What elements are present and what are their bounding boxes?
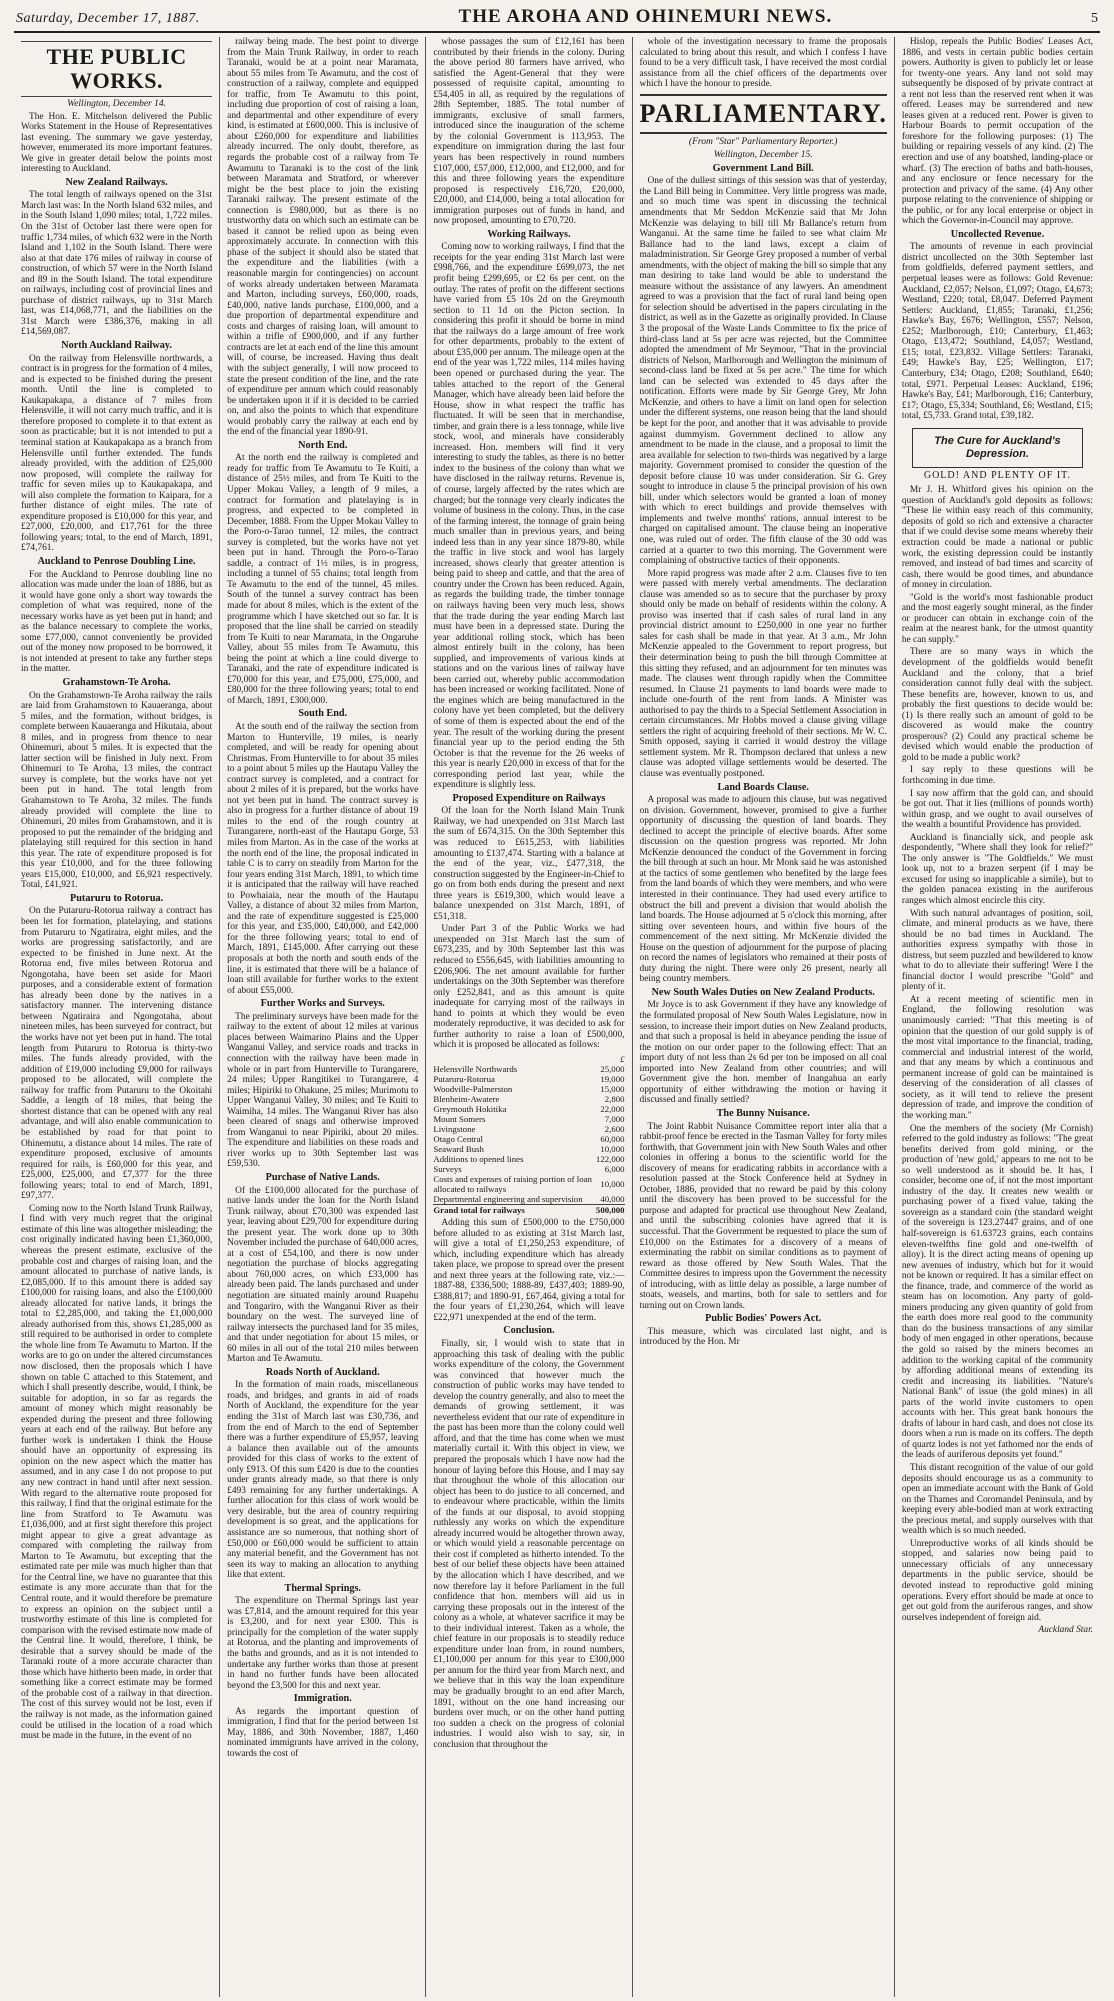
paragraph: There are so many ways in which the development of the goldfields would benefit Auckland and the colony, that a brief consideration cannot fully deal with the subject. These benefits are, however, known to us, and probably the first questions to decide would be: (1) Is there really such an amount of gold to be discovered as would make the country prosperous? (2) Could any practical scheme be devised which would enable the production of gold to be made a public work?: [901, 647, 1094, 763]
subheading: North End.: [298, 439, 348, 451]
paragraph: The Joint Rabbit Nuisance Committee report inter alia that a rabbit-proof fence be erected in the Tasman Valley for forty miles forthwith, that Government join with New South Wales and other colonies in offering a bonus to the scientific world for the discovery of means for eradicating rabbits in accordance with a resolution passed at the Stock Conference held at Sydney in October, 1886, provided that no reward be paid by this colony until the discovery has been proved to be successful for the purpose and adapted for practical use throughout New Zealand, and until the subscribing colonies have agreed that it is successful. That the Government be requested to place the sum of £10,000 on the Estimates for a discovery of a means of exterminating the rabbit on similar conditions as to payment of reward as those offered by New South Wales. That the Committee desires to impress upon the Government the necessity of introducing, with as little delay as possible, a large number of stoats, weasels, and martins, both for sale to settlers and for turning out on Crown lands.: [639, 1121, 887, 1311]
paragraph: Coming now to the North Island Trunk Railway, I find with very much regret that the original estimate of this line was altogether misleading; the cost originally indicated having been £1,360,000, whereas the present estimate, exclusive of the probable cost and charges of raising loan, and the amount allocated to purchase of native lands, is £2,085,000. If to this amount there is added say £100,000 for raising loans, and also the £100,000 already allocated for native lands, it brings the total to £2,285,000, and taking the £1,000,000 already authorised from this, shows £1,285,000 as still required to be authorised in order to complete the whole line from Te Awamutu to Marton. If the works are to go on under the altered circumstances now disclosed, then the proposals which I have shown on table C attached to this Statement, and which I shall presently describe, would, I think, be suitable for adoption, in so far as regards the amount of money which might reasonably be expended during the present and three following years at each end of the railway. But before any further work is undertaken I think the House should have an opportunity of expressing its opinion on the new aspect which the matter has assumed, and in any case I do not propose to put any new contract in hand until after next session. With regard to the alternative route proposed for this railway, I find that the original estimate for the line from Stratford to Te Awamutu was £1,036,000, and at first sight therefore this project might appear to give a great advantage as compared with completing the railway from Marton to Te Awamutu, but excepting that the estimated rate per mile was much higher than that for the Central line, we have no guarantee that this estimate is any more accurate than that for the Central route, and it would therefore be premature to express an opinion on the subject until a trustworthy estimate of this line is completed for comparison with the revised estimate now made of the Central line. It would, therefore, I think, be desirable that a survey should be made of the Taranaki route of a more accurate character than those which have hitherto been made, in order that something like a correct estimate may be formed of the probable cost of a railway in that direction. The cost of this survey would not be lost, even if the railway is not made, as the information gained could be utilised in the location of a road which must be made in the future, in the event of no: [21, 1203, 213, 1742]
allocation-row: [433, 1154, 624, 1164]
subheading: Thermal Springs.: [284, 1582, 361, 1594]
paragraph: In the formation of main roads, miscellaneous roads, and bridges, and grants in aid of roads North of Auckland, the expenditure for the year ending the 31st of March last was £30,736, and from the end of March to the end of September there was a further expenditure of £5,957, leaving a balance then available out of the amounts provided for this class of works to the extent of only £913. Of this sum £420 is due to the counties under grants already made, so that there is only £493 remaining for any further undertakings. A further allocation for this class of work would be very desirable, but the area of country requiring development is so great, and the applications for assistance are so numerous, that nothing short of £50,000 or £60,000 would be sufficient to attain any material benefit, and the Government has not seen its way to making an allocation to anything like that extent.: [227, 1380, 419, 1581]
allocation-row: [433, 1174, 624, 1194]
allocation-row: [433, 1144, 624, 1154]
article-columns: [14, 37, 1100, 1997]
paragraph: One of the dullest sittings of this session was that of yesterday, the Land Bill being in Committee. Very little progress was made, and so much time was spent in discussing the technical amendments that Mr Seddon McKenzie said that Mr John McKenzie was delaying to bill till Mr Ballance's return from Wanganui. At the same time he failed to see what claim Mr Ballance had to the land laws, except a claim of maladministration. Sir George Grey proposed a number of verbal amendments, with the object of making the bill so simple that any man desiring to take land would be able to understand the measure without the assistance of any lawyers. An amendment agreed to was a provision that the fact of rural land being open for selection should be advertised in the papers circulating in the district, as well as in the Gazette as originally provided. In Clause 3 the proposal of the Waste Lands Committee to fix the price of third-class land at 5s per acre was rejected, but the Committee adopted the amendment of Mr Seymour, "That in the provincial districts of Nelson, Marlborough and Wellington the minimum of second-class land be fixed at 5s per acre." The time for which land can be selected was extended to 45 days after the notification. Efforts were made by Sir George Grey, Mr John McKenzie, and others to have a limit on land open for selection under the different systems, one reason being that the land should be kept for the poor, and another that it was advisable to provide against dummyism. Government declined to allow any amendment to be made in the clause, and a proposal to limit the area available for selection to two-thirds was negatived by a large majority. Government promised to consider the question of the deposit before clause 10 was under consideration. Sir G. Grey sought to introduce in clause 5 the principal provision of his own bill, under which selectors would be granted a loan of money with which to erect buildings and provide themselves with implements and twelve months' rations, annual interest to be charged on capitalised amount. The clause being an inoperative one, was ruled out of order. The fifth clause of the 30 odd was carried at a quarter to two this morning. The Government were complaining of obstructive tactics of their opponents.: [639, 176, 887, 567]
subheading: North Auckland Railway.: [61, 340, 172, 352]
allocation-item: Additions to opened lines: [433, 1153, 524, 1164]
paragraph: For the Auckland to Penrose doubling line no allocation was made under the loan of 1886, but as it would have gone only a short way towards the completion of what was required, none of the necessary works have as yet been put in hand; and as the balance necessary to complete the works, some £77,000, cannot conveniently be provided out of the money now proposed to be borrowed, it is not intended at present to take any further steps in the matter.: [21, 569, 213, 675]
paragraph: This distant recognition of the value of our gold deposits should encourage us as a community to open an immediate account with the Bank of Gold on the Thames and Coromandel Peninsula, and by keeping every able-bodied man at work extracting the precious metal, and supply ourselves with that wealth which is so much needed.: [901, 1463, 1094, 1537]
public-works-dateline: Wellington, December 14.: [67, 99, 167, 109]
parliamentary-headline: PARLIAMENTARY.: [640, 94, 887, 134]
paragraph: The preliminary surveys have been made for the railway to the extent of about 12 miles at various places between Waimarino Plains and the Upper Wanganui Valley, and service roads and tracks in connection with the railway have been made in whole or in part from Hunterville to Turangarere, 24 miles; Upper Rangitikei to Turangarere, 4 miles; Hipiriki to Ohakune, 25 miles; Murimotu to Upper Wanganui Valley, 30 miles; and Te Kuiti to Waimiha, 14 miles. The Wanganui River has also been cleared of snags and otherwise improved from Wanganui to near Pipiriki, about 20 miles. The expenditure and liabilities on these roads and river works up to 30th September last was £59,530.: [227, 1011, 419, 1170]
allocation-amount: 19,000: [600, 1073, 625, 1084]
column-1: [14, 37, 220, 1997]
paragraph: Finally, sir, I would wish to state that in approaching this task of dealing with the public works expenditure of the colony, the Government was convinced that however much the construction of public works may have tended to develop the country generally, and also to meet the demands of growing settlement, it was nevertheless evident that our rate of expenditure in the past has been more than the colony could well afford, and that the time has come when we must materially curtail it. With this object in view, we prepared the proposals which I have now had the honour of laying before this House, and I may say that throughout the whole of this allocation our object has been to do justice to all concerned, and to endeavour where practicable, within the limits of the funds at our disposal, to avoid stopping ruthlessly any works on which the expenditure already incurred would be altogether thrown away, or which would yield a reasonable percentage on their cost if completed as hitherto intended. To the best of our belief these objects have been attained by the allocation which I have described, and we now therefore lay it before Parliament in the full confidence that hon. members will aid us in carrying these proposals out in the interest of the colony as a whole, at whatever sacrifice it may be to their individual interest. Taken as a whole, the chief feature in our proposals is to steadily reduce expenditure under loan from, in round numbers, £1,100,000 per annum for this year to £300,000 per annum for the third year from March next, and we believe that in this way the loan expenditure may be gradually brought to an end after March, 1891, without on the one hand increasing our burdens over much, or on the other hand putting too sudden a check on the progress of colonial industries. I would also wish to say, sir, in conclusion that throughout the: [433, 1338, 625, 1750]
subheading: The Bunny Nuisance.: [716, 1107, 810, 1119]
subheading: Conclusion.: [503, 1325, 555, 1337]
paragraph: whole of the investigation necessary to frame the proposals calculated to bring about this result, and which I confess I have found to be a very difficult task, I have received the most cordial assistance from all the chief officers of the departments over which I have the honour to preside.: [639, 37, 887, 90]
allocation-item: Livingstone: [433, 1123, 476, 1134]
subheading: Grahamstown-Te Aroha.: [62, 676, 171, 688]
allocation-item: Otago Central: [433, 1133, 483, 1144]
reporter-credit: (From "Star" Parliamentary Reporter.): [688, 136, 838, 147]
allocation-row: [433, 1064, 624, 1074]
paragraph: On the Putaruru-Rotorua railway a contract has been let for formation, platelaying, and stations from Putaruru to Ngatiraira, eight miles, and the works are progressing satisfactorily, and are expected to be finished in June next. At the Rotorua end, five miles between Rotorua and Ngongotaha, have been set aside for Maori purposes, and a considerable extent of formation has already been done by the natives in a satisfactory manner. The intervening distance between Ngatiraira and Ngongotaha, about nineteen miles, has been surveyed for contract, but the works have not yet been put in hand. The total length from Putaruru to Rotorua is thirty-two miles. The funds already provided, with the addition of £19,000 including £9,000 for railways proposed to be allocated, will complete the railway for traffic from Putaruru to the Okoitahi Saddle, a length of 18 miles, that being the shortest distance that can be opened with any real advantage, and will also enable communication to be established by road for that point to Ohinemutu, a distance about 14 miles. The rate of expenditure proposed, exclusive of amounts required for rails, is £60,000 for this year, and £25,000, £25,000, and £7,377 for the three following years; total to end of March, 1891, £97,377.: [21, 906, 213, 1202]
paragraph: On the railway from Helensville northwards, a contract is in progress for the formation of 4 miles, and is expected to be finished during the present month. Until the line is completed to Kaukapakapa, a distance of 7 miles from Helensville, it will not carry much traffic, and it is therefore proposed to complete it to that extent as soon as practicable; but it is not intended to put a terminal station at Kaukapakapa as a branch from Helensville until further extended. The funds already provided, with the addition of £25,000 now proposed, will complete the railway for traffic for seven miles up to Kaukapakapa, and will also complete the formation to Kaipara, for a further distance of eight miles. The rate of expenditure proposed is £10,000 for this year, and £27,000, £20,000, and £17,761 for the three following years; total, to the end of March, 1891, £74,761.: [21, 353, 213, 554]
allocation-item: Mount Somers: [433, 1113, 486, 1124]
allocation-amount: 6,000: [604, 1163, 625, 1174]
paragraph: More rapid progress was made after 2 a.m. Clauses five to ten were passed with merely verbal amendments. The declaration clause was amended so as to secure that the purchaser by proxy should only be made on behalf of residents within the colony. A proviso was inserted that if cash sales of rural land in any provincial district amount to £250,000 in one year no further sales for cash shall be made in that year. At 3 a.m., Mr John McKenzie appealed to the Government to report progress, but their determination being to push the bill through Committee at this sitting they refused, and an adjournment for ten minutes was made. The clauses went through rapidly when the Committee resumed. In Clause 21 payments to land boards were made to include one-fourth of the rent from lands. A Minister was authorised to pay the thirds to a Special Settlement Association in certain circumstances. Mr Hobbs moved a clause giving village settlers the right of acquiring freehold of their sections. Mr W. C. Smith opposed, saying it carried it would destroy the village settlement system. Mr R. Thompson declared that unless a new clause was adopted village settlements would be deserted. The clause was eventually postponed.: [639, 568, 887, 779]
allocation-amount: 7,000: [604, 1113, 625, 1124]
paragraph: "Gold is the world's most fashionable product and the most eagerly sought mineral, as the finder or producer can obtain in exchange coin of the realm at the nearest bank, for the utmost quantity he can supply.": [901, 592, 1094, 645]
subheading: South End.: [298, 708, 348, 720]
subheading: Working Railways.: [487, 228, 571, 240]
paragraph: At the south end of the railway the section from Marton to Hunterville, 19 miles, is nearly completed, and will be ready for opening about Christmas. From Hunterville to for about 35 miles to a point about 5 miles up the Hautapu Valley the contract survey is completed, and a contract for about 2 miles of it is prepared, but the works have not yet been put in hand. The contract survey is also in progress for a further distance of about 19 miles to the end of the rough country at Turangarere, north-east of the Hautapu Gorge, 53 miles from Marton. As in the case of the works at the north end of the line, the proposal indicated in table C is to carry on steadily from Marton for the four years ending 31st March, 1891, to which time it is anticipated that the railway will have reached to Powhaiaia, near the mouth of the Hautapu Valley, a distance of about 32 miles from Marton, and the rate of expenditure suggested is £25,000 for this year, and £35,000, £40,000, and £42,000 for the three following years; total to end of March, 1891, £145,000. After carrying out these proposals at both the north and south ends of the line, it is estimated that there will be a balance of loan still available for further works to the extent of about £55,000.: [227, 722, 419, 996]
allocation-amount: 60,000: [600, 1133, 625, 1144]
paragraph: Of the £100,000 allocated for the purchase of native lands under the loan for the North Island Trunk railway, about £70,300 was expended last year, leaving about £29,700 for expenditure during the present year. The work done up to 30th November included the purchase of 640,000 acres, at a cost of £54,100, and there is now under negotiation the purchase of blocks aggregating about 760,000 acres, on which £33,000 has already been paid. The lands purchased and under negotiation are situated mainly around Ruapehu and Tongariro, with the Wanganui River as their boundary on the west. The surveyed line of railway intersects the purchased land for 35 miles, and that under negotiation for about 15 miles, or 60 miles in all out of the total 210 miles between Marton and Te Awamutu.: [227, 1185, 419, 1365]
paragraph: The expenditure on Thermal Springs last year was £7,814, and the amount required for this year is £3,200, and for next year £300. This is principally for the completion of the water supply at Rotorua, and the planting and improvements of the baths and grounds, and as it is not intended to undertake any further works than those at present in hand no further funds have been allocated beyond the £3,500 for this and next year.: [227, 1596, 419, 1691]
source-attribution: Auckland Star.: [1038, 1625, 1094, 1636]
paragraph: I say reply to these questions will be forthcoming in due time.: [901, 765, 1094, 786]
allocation-item: Seaward Bush: [433, 1143, 484, 1154]
subheading: Purchase of Native Lands.: [265, 1171, 380, 1183]
loan-allocation-table: [433, 1054, 624, 1215]
allocation-amount: 25,000: [600, 1063, 625, 1074]
paragraph: Adding this sum of £500,000 to the £750,000 before alluded to as existing at 31st March last, will give a total of £1,250,253 expenditure, of which, including expenditure which has already taken place, we propose to spread over the present and next three years at the following rate, viz.:—1887-88, £336,500; 1888-89, £437,403; 1889-90, £388,817; and 1890-91, £67,464, giving a total for the four years of £1,230,264, which will leave £22,971 unexpended at the end of the term.: [433, 1217, 625, 1323]
allocation-item: Costs and expenses of raising portion of loan allocated to railways: [433, 1173, 592, 1194]
paragraph: One the members of the society (Mr Cornish) referred to the gold industry as follows: "The great benefits derived from gold mining, or the production of 'new gold,' appears to me not to be so well understood as it should be. It has, I consider, become one of, if not the most important industry of the day. It creates new wealth or purchasing power of a fixed value, taking the sovereign as a standard coin (the standard weight of the sovereign is 123.27447 grains, and of one half-sovereign is 61.63723 grains, each contains eleven-twelfths fine gold and one-twelfth of alloy). It is the direct acting means of opening up new avenues of industry, which but for it would not be known or required. It has a similar effect on the finance, trade, and commerce of the world as steam has on locomotion. Any party of gold-miners producing any given quantity of gold from the earth does more real good to the community than do the business transactions of any similar body of men engaged in other operations, because the gold so raised by the miners becomes an addition to the working capital of the community by affording additional means of extending its credit and increasing its liabilities. "Nature's National Bank" of issue (the gold mines) in all parts of the world invite customers to open accounts with her. This great bank honours the drafts of labour in hard cash, and does not close its doors when a run is made on its coffers. The depth of quartz lodes is not yet fathomed nor the ends of the leads of auriferous deposits yet found.": [901, 1123, 1094, 1461]
public-works-headline: THE PUBLIC WORKS.: [21, 41, 212, 97]
paragraph: A proposal was made to adjourn this clause, but was negatived on division. Government, however, promised to give a further opportunity of discussing the question of land boards. They declined to accept the principle of elective boards. After some discussion on the question progress was reported. Mr John McKenzie denounced the conduct of the Government in forcing the bill through at such an hour. Mr Monk said he was astonished at the tactics of some gentlemen who benefited by the large fees from the land boards of which they were members, and who were interested in their continuance. They had used every artifice to obstruct the bill and prevent a division that would abolish the land boards. The House adjourned at 5 o'clock this morning, after sitting over seventeen hours, and within five hours of the commencement of the next sitting. Mr McKenzie divided the House on the question of adjournment for the purpose of placing on record the names of legislators who remained at their posts of duty during the night. There were only 26 present, nearly all being country members.: [639, 795, 887, 985]
paragraph: On the Grahamstown-Te Aroha railway the rails are laid from Grahamstown to Kauaeranga, about 5 miles, and the formation, without bridges, is complete between Kauaeranga and Hikutaia, about 8 miles, and in progress from thence to near Ohinemuri, about 5 miles. It is expected that the latter section will be finished in July next. From Ohinemuri to Te Aroha, 13 miles, the contract survey is complete, but the works have not yet been put in hand. The total length from Grahamstown to Te Aroha, 32 miles. The funds already provided will complete the line to Ohinemuri, 20 miles from Grahamstown, and it is proposed to put the remainder of the bridging and platelaying still required for this section in hand this year. The rate of expenditure proposed is for this year £10,000, and for the three following years £15,000, £10,000, and £6,921 respectively. Total, £41,921.: [21, 690, 213, 891]
paragraph: I say now affirm that the gold can, and should be got out. That it lies (millions of pounds worth) within grasp, and we ought to avail ourselves of the wealth a bountiful Providence has provided.: [901, 788, 1094, 831]
allocation-item: Surveys: [433, 1163, 462, 1174]
allocation-amount: 15,000: [600, 1083, 625, 1094]
allocation-amount: 122,000: [595, 1153, 625, 1164]
paragraph: Under Part 3 of the Public Works we had unexpended on 31st March last the sum of £673,235, and by 30th September last this was reduced to £556,645, with liabilities amounting to £206,906. The net amount available for further undertakings on the 30th September was therefore only £252,841, and as this amount is quite inadequate for carrying most of the railways in hand to points at which they would be even moderately reproductive, it was decided to ask for further authority to raise a loan of £500,000, which it is proposed be allocated as follows:: [433, 924, 625, 1051]
paragraph: With such natural advantages of position, soil, climate, and mineral products as we have, there should be no bad times in Auckland. The authorities express sympathy with those in distress, but seem puzzled and bewildered to know what to do to alleviate their suffering! Were I the financial doctor I would prescribe "Gold" and plenty of it.: [901, 908, 1094, 993]
paragraph: The Hon. E. Mitchelson delivered the Public Works Statement in the House of Representatives last evening. The summary we gave yesterday, however, enumerated its more important features. We give in greater detail below the points most interesting to Auckland.: [21, 111, 213, 175]
subheading: Proposed Expenditure on Railways: [452, 792, 606, 804]
paragraph: The total length of railways opened on the 31st March last was: In the North Island 632 miles, and in the South Island 1,090 miles; total, 1,722 miles. On the 31st of October last there were open for traffic 1,734 miles, of which 632 were in the North Island and 1,102 in the South Island. There were also at that date 176 miles of railway in course of construction, of which 57 were in the North Island and 89 in the South Island. The total expenditure on railways, including cost of provincial lines and purchase of district railways, up to 31st March last, was £14,068,771, and the liabilities on the 31st March were £386,376, making in all £14,569,087.: [21, 190, 213, 338]
allocation-item: Woodville-Palmerston: [433, 1083, 513, 1094]
subheading: New South Wales Duties on New Zealand Products.: [651, 986, 875, 998]
allocation-amount: 10,000: [600, 1178, 625, 1189]
allocation-item: Greymouth Hokitika: [433, 1103, 507, 1114]
subheading: Public Bodies' Powers Act.: [705, 1313, 822, 1325]
column-4: [633, 37, 895, 1997]
allocation-amount: 40,000: [600, 1193, 625, 1204]
allocation-row: [433, 1104, 624, 1114]
allocation-amount: 10,000: [600, 1143, 625, 1154]
subheading: New Zealand Railways.: [65, 176, 168, 188]
paragraph: whose passages the sum of £12,161 has been contributed by their friends in the colony. During the above period 80 farmers have arrived, who satisfied the Agent-General that they were possessed of requisite capital, amounting to £54,405 in all, as required by the regulations of 28th September, 1885. The total number of immigrants, exclusive of small farmers, introduced since the inauguration of the scheme by the colonial Government is 113,953. The expenditure on immigration during the last four years has been respectively in round numbers £107,000, £57,000, £12,000, and £12,000, and for this and three following years the expenditure proposed is respectively £16,720, £20,000, £20,000, and £14,000, being a total allocation for immigration purposes out of funds in hand, and now proposed, amounting to £70,720.: [433, 37, 625, 227]
paragraph: Hislop, repeals the Public Bodies' Leases Act, 1886, and vests in certain public bodies certain powers. Authority is given to publicly let or lease for twenty-one years. Any land not sold may subsequently be disposed of by private contract at a rent not less than the reserved rent when it was offered. Leases may be surrendered and new leases given at a reduced rent. Power is given to Harbour Boards to permit occupation of the foreshore for the following purposes: (1) The building or repairing vessels of any kind. (2) The erection and use of any boatshed, landing-place or wharf. (3) The erection of baths and bath-houses, and any enclosure or fence necessary for the protection and privacy of the same. (4) Any other purpose relating to the convenience of shipping or the public, or for any local enterprise or object in which the Governor-in-Council may approve.: [901, 37, 1094, 227]
allocation-row: [433, 1114, 624, 1124]
allocation-item: Departmental engineering and supervision: [433, 1193, 583, 1204]
subheading: Putaruru to Rotorua.: [70, 892, 164, 904]
paragraph: Of the loan for the North Island Main Trunk Railway, we had unexpended on 31st March last the sum of £674,315. On the 30th September this was reduced to £615,253, with liabilities amounting to £137,474. Starting with a balance at the end of the year, viz., £477,318, the construction suggested by the Engineer-in-Chief to go on from both ends during the present and next three years is £619,300, which would leave a balance unexpended on 31st March, 1891, of £51,318.: [433, 806, 625, 922]
column-5: [895, 37, 1100, 1997]
subheading: Government Land Bill.: [712, 162, 814, 174]
subheading: Immigration.: [293, 1693, 352, 1705]
subheading: Land Boards Clause.: [717, 781, 809, 793]
paragraph: At a recent meeting of scientific men in England, the following resolution was unanimously carried: "That this meeting is of opinion that the question of our gold supply is of the most vital importance to the financial, trading, commercial and industrial interest of the world, and that any means by which a continuous and permanent increase of gold can be maintained is deserving of the consideration of all classes of society, as it will tend to relieve the present depression of trade, and improve the condition of the working man.": [901, 994, 1094, 1121]
paragraph: The amounts of revenue in each provincial district uncollected on the 30th September last from goldfields, deferred payment settlers, and perpetual leases were as follows: Gold Revenue: Auckland, £2,057; Nelson, £1,097; Otago, £4,673; Westland, £220; total, £8,047. Deferred Payment Settlers: Auckland, £1,855; Taranaki, £1,256; Hawke's Bay, £676; Wellington, £557; Nelson, £252; Marlborough, £10; Canterbury, £1,463; Otago, £13,472; Southland, £4,057; Westland, £15; total, £23,832. Village Settlers: Taranaki, £49; Hawke's Bay, £25; Wellington, £17; Canterbury, £34; Otago, £208; Southland, £640; total, £971. Perpetual Leases: Auckland, £196; Hawke's Bay, £41; Marlborough, £16; Canterbury, £17; Otago, £5,334; Southland, £6; Westland, £15; total, £5,733. Grand total, £39,182.: [901, 242, 1094, 422]
allocation-row: [433, 1074, 624, 1084]
paragraph: Mr Joyce is to ask Government if they have any knowledge of the formulated proposal of New South Wales Legislature, now in session, to increase their import duties on New Zealand products, and that such a proposal is held in abeyance pending the issue of the motion on our order paper to the following effect: That an import duty of not less than 2s 6d per ton be imposed on all coal imported into New Zealand from other countries; and will Government give the hon. member of Inangahua an early opportunity of either withdrawing the motion or having it discussed and finally settled?: [639, 1000, 887, 1106]
allocation-amount: 2,800: [604, 1093, 625, 1104]
allocation-row: [433, 1164, 624, 1174]
allocation-amount: 2,600: [604, 1123, 625, 1134]
subheading: Uncollected Revenue.: [950, 228, 1045, 240]
masthead-title: THE AROHA AND OHINEMURI NEWS.: [458, 6, 833, 27]
paragraph: Mr J. H. Whitford gives his opinion on the question of Auckland's gold deposits as follows: "These lie within easy reach of this community, deposits of gold so rich and extensive a character that if we could devise some means whereby their extraction could be made a national or public work, the existing depression could be instantly removed, and instead of bad times and scarcity of cash, there would be good times, and abundance of money in circulation.: [901, 485, 1094, 591]
allocation-item: Blenheim-Awatere: [433, 1093, 500, 1104]
masthead-date: Saturday, December 17, 1887.: [16, 11, 200, 26]
allocation-row: [433, 1124, 624, 1134]
gold-article-subheading: GOLD! AND PLENTY OF IT.: [923, 469, 1072, 481]
paragraph: Auckland is financially sick, and people ask despondently, "Where shall they look for relief?" The only answer is "The Goldfields." We must look up, not to a brazen serpent (if I may be excused for using so inapplicable a simile), but to the golden panacea existing in the auriferous ranges which almost encircle this city.: [901, 832, 1094, 907]
masthead: [14, 6, 1100, 33]
allocation-item: Helensville Northwards: [433, 1063, 518, 1074]
page-number: 5: [1091, 11, 1098, 26]
allocation-item: Putaruru-Rotorua: [433, 1073, 495, 1084]
subheading: Further Works and Surveys.: [260, 998, 385, 1010]
paragraph: Unreproductive works of all kinds should be stopped, and salaries now being paid to unnecessary officials of any unnecessary departments in the public service, should be devoted instead to reproductive gold mining operations. Every effort should be made at once to get out gold from the auriferous ranges, and show ourselves independent of foreign aid.: [901, 1538, 1094, 1623]
allocation-row: [433, 1194, 624, 1205]
allocation-total-label: Grand total for railways: [433, 1204, 592, 1215]
gold-article-headline: The Cure for Auckland's Depression.: [912, 428, 1083, 468]
subheading: Roads North of Auckland.: [265, 1366, 380, 1378]
allocation-row: [433, 1134, 624, 1144]
allocation-unit: £: [620, 1053, 625, 1064]
column-3: [426, 37, 632, 1997]
allocation-row: [433, 1094, 624, 1104]
subheading: Auckland to Penrose Doubling Line.: [37, 555, 196, 567]
allocation-row: [433, 1084, 624, 1094]
paragraph: As regards the important question of immigration, I find that for the period between 1st May, 1886, and 30th November, 1887, 1,460 nominated immigrants have arrived in the colony, towards the cost of: [227, 1706, 419, 1759]
paragraph: railway being made. The best point to diverge from the Main Trunk Railway, in order to reach Taranaki, would be at a point near Maramata, about 55 miles from Te Awamutu, and the cost of construction of a railway, complete and equipped for traffic, from Te Awamutu to this point, including due proportion of cost of raising a loan, and departmental and other expenditure of every kind, is estimated at £600,000. This is inclusive of about £260,000 for expenditure and liabilities already incurred. The only doubt, therefore, as regards the probable cost of a railway from Te Awamutu to Taranaki is to the cost of the link between Maramata and Stratford, or wherever might be the best place to join the existing Taranaki railway. The present estimate of the connection is £980,000, but as there is no trustworthy data on which such an estimate can be based it cannot be relied upon as being even approximately accurate. In connection with this phase of the subject it should also be stated that the expenditure and the liabilities (with a reasonable margin for contingencies) on account of works already undertaken between Maramata and Marton, including surveys, £60,000, roads, £40,000, native lands purchase, £100,000, and a due proportion of departmental expenditure and costs and charges of raising loan, will amount to within a trifle of £900,000, and if any further contracts are let at each end of the line this amount will, of course, be increased. Having thus dealt with the subject generally, I will now proceed to state the present condition of the line, and the rate of expenditure per annum which could reasonably be undertaken upon it if it is decided to be carried on, and also the points to which that expenditure would probably carry the railway at each end by the end of the financial year 1890-91.: [227, 37, 419, 438]
paragraph: Coming now to working railways, I find that the receipts for the year ending 31st March last were £998,766, and the expenditure £699,073, the net profit being £299,695, or £2 6s per cent. on the outlay. The rates of profit on the different sections have varied from £5 10s 2d on the Greymouth section to 11 1d on the Picton section. In considering this profit it should be borne in mind that the railways do a large amount of free work for other departments, probably to the extent of about £35,000 per annum. The mileage open at the end of the year was 1,722 miles, 114 miles having been opened or purchased during the year. The tables attached to the report of the General Manager, which have already been laid before the House, show in what respect the traffic has fluctuated. It will be seen that in merchandise, timber, and grain there is a less tonnage, while live stock, wool, and minerals have considerably increased. Hon. members will find it very interesting to study the tables, as there is no better index to the business of the colony than what we have disclosed in the railway returns. Revenue is, of course, largely affected by the rates which are charged; but the tonnage very clearly indicates the volume of business in the colony. Thus, in the case of the farming interest, the tonnage of grain being much smaller than in previous years, and being indeed less than in any year since 1879-80, while the traffic in live stock and wool has largely increased, shows clearly that greater attention is being paid to sheep and cattle, and that the area of country under the Crown has been reduced. Again, as regards the building trade, the timber tonnage on railways having been very much less, shows that the trade during the year ending March last must have been in a depressed state. During the year additional rolling stock, which has been almost entirely built in the colony, has been supplied, and improvements of various kinds at stations and on the various lines of railway have been carried out, whereby public accommodation has been increased or working facilitated. None of the engines which are being manufactured in the colony have yet been completed, but the delivery of some of them is expected about the end of the year. The result of the working during the present financial year up to the period ending the 5th October is that the revenue for the 26 weeks of this year is nearly £20,000 in excess of that for the corresponding period last year, while the expenditure is slightly less.: [433, 242, 625, 791]
paragraph: At the north end the railway is completed and ready for traffic from Te Awamutu to Te Kuiti, a distance of 25½ miles, and from Te Kuiti to the Upper Mokau Valley, a length of 9 miles, a contract for formation and platelaying is in progress, and expected to be completed in December, 1888. From the Upper Mokau Valley to the Poro-o-Tarao tunnel, 12 miles, the contract survey is completed, but the works have not yet been put in hand. Through the Poro-o-Tarao saddle, a contract of 1½ miles, is in progress, including a tunnel of 55 chains; total length from Te Awamutu to the end of the tunnel, 45 miles. South of the tunnel a survey contract has been made for about 8 miles, which is the extent of the programme which I have sketched out so far. It is proposed that the line shall be carried on steadily from Te Kuiti to near Maramata, in the Ongaruhe Valley, about 55 miles from Te Awamutu, this being the point at which a line could diverge to Taranaki, and the rate of expenditure indicated is £70,000 for this year, and £75,000, £75,000, and £80,000 for the three following years; total to end of March, 1891, £300,000.: [227, 453, 419, 706]
allocation-total-amount: 500,000: [592, 1204, 625, 1215]
allocation-amount: 22,000: [600, 1103, 625, 1114]
parliamentary-dateline: Wellington, December 15.: [713, 150, 813, 161]
column-2: [220, 37, 426, 1997]
paragraph: This measure, which was circulated last night, and is introduced by the Hon. Mr: [639, 1326, 887, 1348]
